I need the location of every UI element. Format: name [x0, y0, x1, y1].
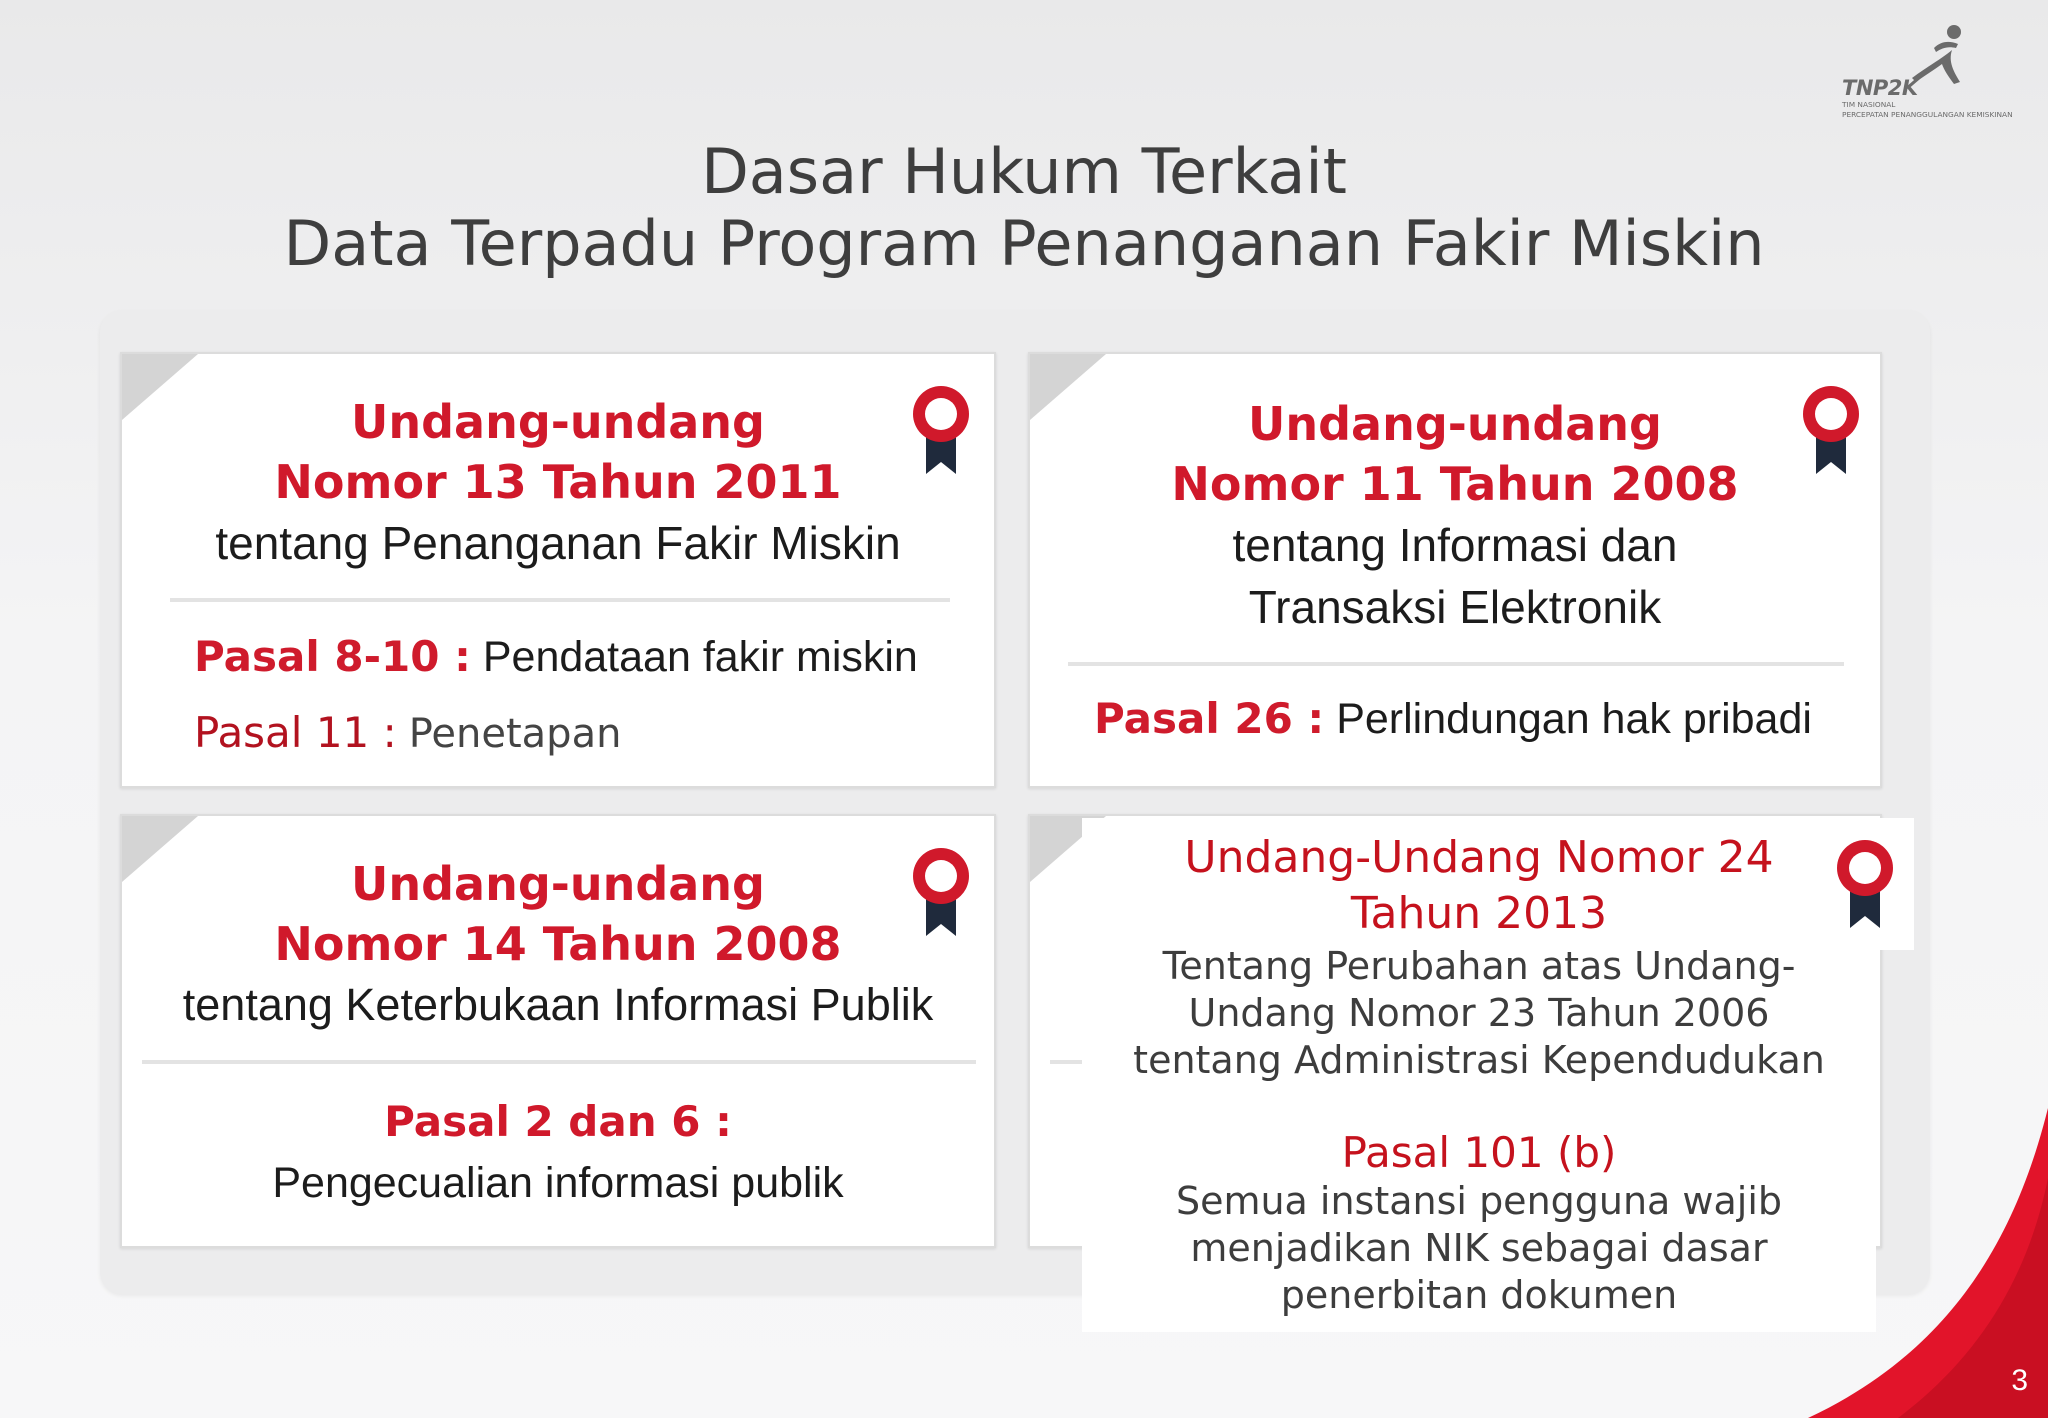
- law-subject-line-1: Tentang Perubahan atas Undang-: [1162, 944, 1796, 988]
- logo-subtitle-2: PERCEPATAN PENANGGULANGAN KEMISKINAN: [1842, 110, 2013, 119]
- pasal-text-line-2: menjadikan NIK sebagai dasar: [1190, 1226, 1768, 1270]
- law-subject: [1082, 943, 1876, 1084]
- divider: [1068, 662, 1844, 666]
- pasal-label: Pasal 101 (b): [1341, 1128, 1617, 1177]
- pasal-item: [194, 708, 621, 758]
- law-number: Nomor 13 Tahun 2011: [274, 455, 842, 509]
- card-heading: [1030, 394, 1880, 638]
- pasal-label: Pasal 26 :: [1094, 694, 1325, 743]
- law-subject-line-1: tentang Informasi dan: [1232, 519, 1678, 571]
- law-heading-line-1: Undang-Undang Nomor 24: [1184, 832, 1774, 883]
- law-subject-line-2: Transaksi Elektronik: [1248, 581, 1662, 633]
- pasal-item: [1094, 694, 1812, 744]
- law-heading-line-2: Tahun 2013: [1350, 888, 1608, 939]
- pasal-item: [194, 632, 918, 682]
- page-number: 3: [2011, 1364, 2028, 1397]
- pasal-text: Pengecualian informasi publik: [272, 1159, 844, 1207]
- law-subject: tentang Keterbukaan Informasi Publik: [182, 979, 934, 1030]
- tnp2k-logo: [1836, 22, 2036, 126]
- card-heading: [122, 854, 994, 1036]
- law-subject: tentang Penanganan Fakir Miskin: [215, 517, 901, 569]
- logo-wordmark: TNP2K: [1842, 76, 1918, 100]
- law-card-uu-13-2011: [120, 352, 996, 788]
- law-type: Undang-undang: [351, 395, 765, 449]
- law-subject-line-2: Undang Nomor 23 Tahun 2006: [1188, 991, 1770, 1035]
- law-heading: [1082, 830, 1876, 942]
- law-type: Undang-undang: [1248, 397, 1662, 451]
- pasal-text: Pendataan fakir miskin: [482, 633, 918, 681]
- law-number: Nomor 11 Tahun 2008: [1171, 457, 1739, 511]
- pasal-label: Pasal 2 dan 6 :: [384, 1097, 732, 1146]
- law-type: Undang-undang: [351, 857, 765, 911]
- divider: [170, 598, 950, 602]
- title-line-2: Data Terpadu Program Penanganan Fakir Miskin: [283, 207, 1765, 280]
- logo-subtitle-1: TIM NASIONAL: [1842, 100, 1896, 109]
- law-card-uu-14-2008: [120, 814, 996, 1248]
- pasal-block: [122, 1092, 994, 1214]
- pasal-text: Perlindungan hak pribadi: [1336, 695, 1812, 743]
- pasal-text-line-1: Semua instansi pengguna wajib: [1175, 1179, 1783, 1223]
- pasal-text: [1082, 1178, 1876, 1319]
- card-heading: [122, 392, 994, 574]
- pasal-label: Pasal 11 :: [194, 708, 397, 757]
- divider: [142, 1060, 976, 1064]
- red-corner-decoration: [1788, 1108, 2048, 1418]
- title-line-1: Dasar Hukum Terkait: [701, 135, 1347, 208]
- page-title: [0, 136, 2048, 280]
- law-number: Nomor 14 Tahun 2008: [274, 917, 842, 971]
- pasal-label: Pasal 8-10 :: [194, 632, 471, 681]
- law-subject-line-3: tentang Administrasi Kependudukan: [1133, 1038, 1825, 1082]
- law-card-uu-11-2008: [1028, 352, 1882, 788]
- pasal-text-line-3: penerbitan dokumen: [1280, 1273, 1678, 1317]
- pasal-text: Penetapan: [408, 711, 622, 757]
